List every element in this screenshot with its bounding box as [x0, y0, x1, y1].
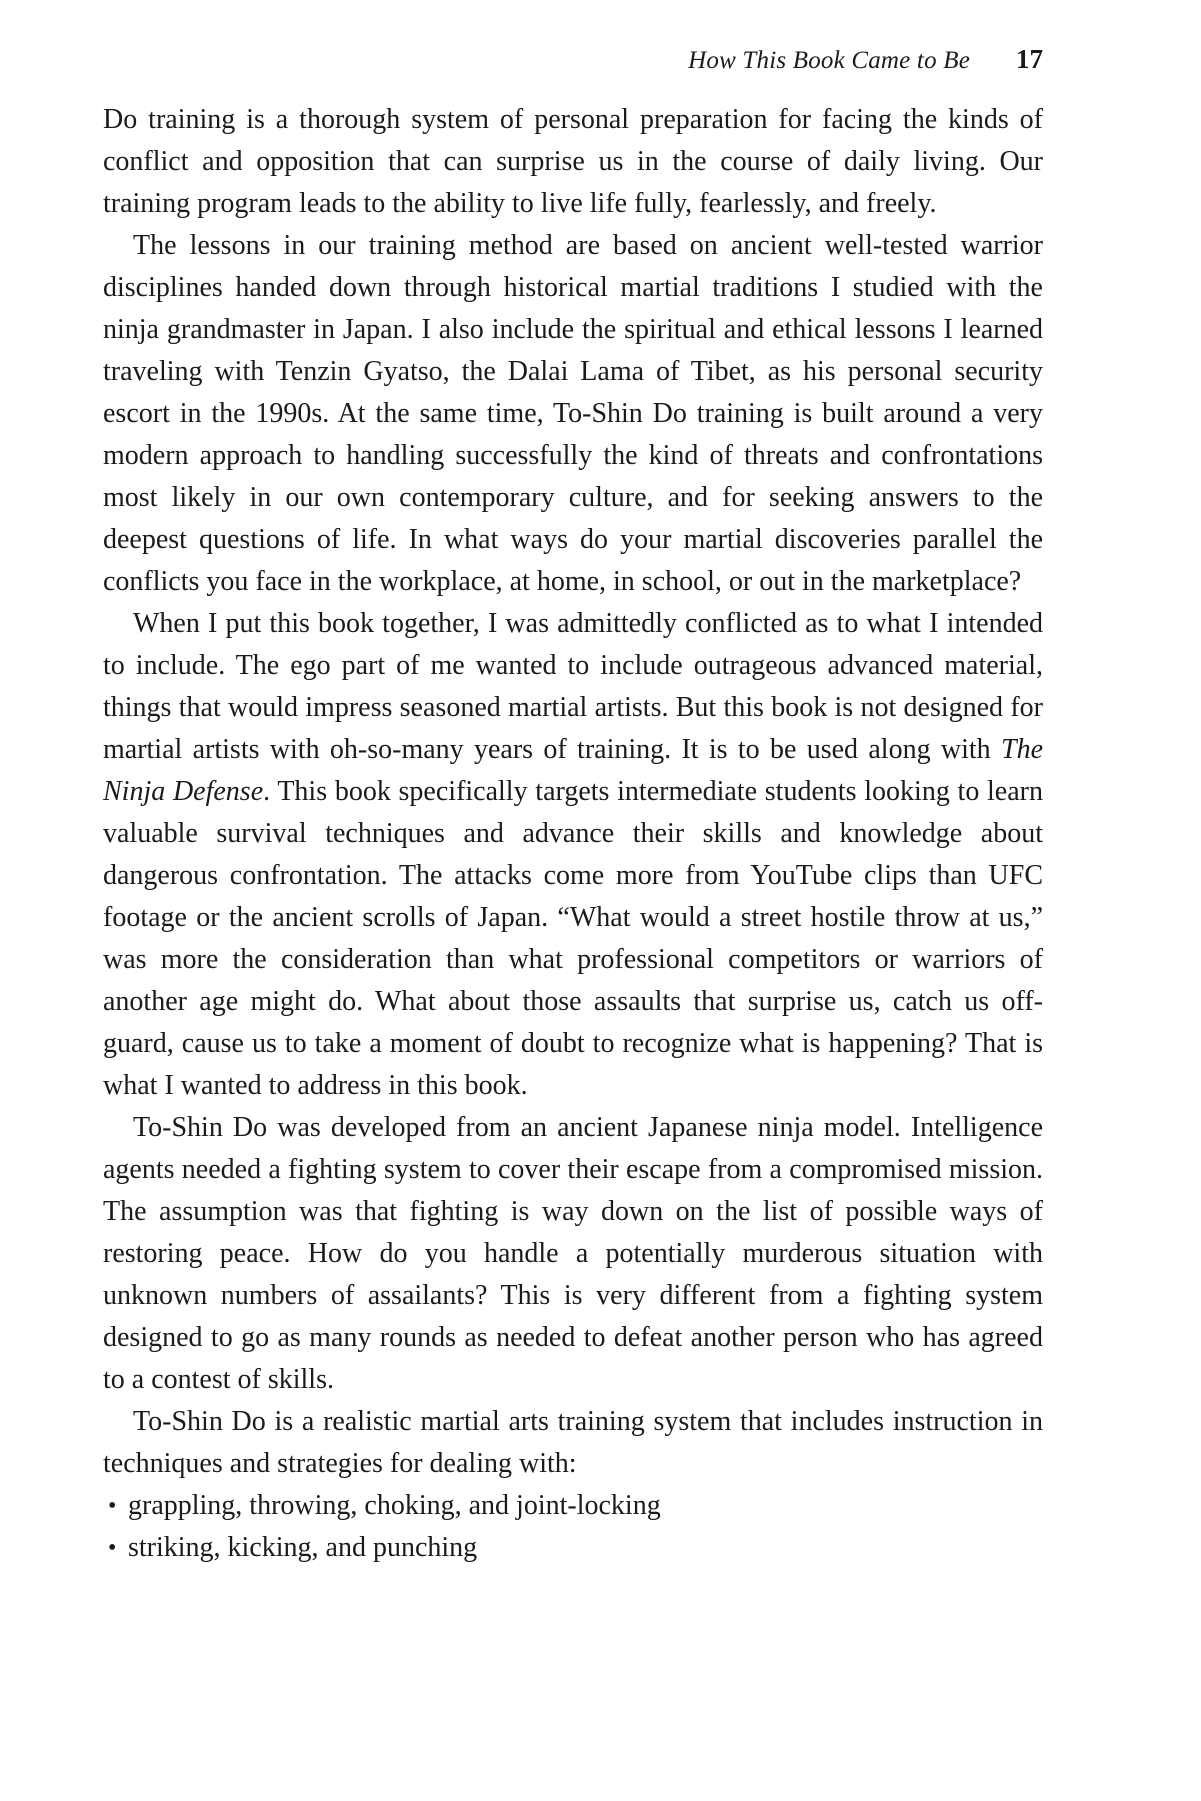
- paragraph-4: To-Shin Do was developed from an ancient Japanese ninja model. Intelligence agents needed a fighting system to cover their escape from a compromised mission. The assumption was that fighting is way down on the list of possible ways of restoring peace. How do you handle a potentially murderous situation with unknown numbers of assailants? This is very different from a fighting system designed to go as many rounds as needed to defeat another person who has agreed to a contest of skills.: [103, 1112, 1043, 1395]
- paragraph-3-after-italic: . This book specifically targets intermediate students looking to learn valuable survival techniques and advance their skills and knowledge about dangerous confrontation. The attacks come more from YouTube clips than UFC footage or the ancient scrolls of Japan. “What would a street hostile throw at us,” was more the consideration than what professional competitors or warriors of another age might do. What about those assaults that surprise us, catch us off-guard, cause us to take a moment of doubt to recognize what is happening? That is what I wanted to address in this book.: [103, 776, 1043, 1101]
- bullet-item-text: grappling, throwing, choking, and joint-locking: [128, 1490, 661, 1521]
- paragraph-2: The lessons in our training method are based on ancient well-tested warrior disciplines handed down through historical martial traditions I studied with the ninja grandmaster in Japan. I also include the spiritual and ethical lessons I learned traveling with Tenzin Gyatso, the Dalai Lama of Tibet, as his personal security escort in the 1990s. At the same time, To-Shin Do training is built around a very modern approach to handling successfully the kind of threats and confrontations most likely in our own contemporary culture, and for seeking answers to the deepest questions of life. In what ways do your martial discoveries parallel the conflicts you face in the workplace, at home, in school, or out in the marketplace?: [103, 230, 1043, 597]
- bullet-icon: •: [108, 1493, 117, 1519]
- paragraph-3-before-italic: When I put this book together, I was admittedly conflicted as to what I intended to include. The ego part of me wanted to include outrageous advanced material, things that would impress seasoned martial artists. But this book is not designed for martial artists with oh-so-many years of training. It is to be used along with: [103, 608, 1043, 765]
- list-item: [103, 1485, 1043, 1527]
- list-item: [103, 1527, 1043, 1569]
- running-head-title: How This Book Came to Be: [688, 47, 970, 74]
- bullet-list: [103, 1485, 1043, 1569]
- paragraph-5: To-Shin Do is a realistic martial arts training system that includes instruction in techniques and strategies for dealing with:: [103, 1406, 1043, 1479]
- running-header: [103, 44, 1043, 76]
- bullet-item-text: striking, kicking, and punching: [128, 1532, 478, 1563]
- page-number: 17: [1016, 44, 1043, 74]
- paragraph-3: [103, 603, 1043, 1107]
- bullet-icon: •: [108, 1535, 117, 1561]
- book-title-italic: The Ninja Defense: [103, 734, 1043, 807]
- body-text-block: [103, 99, 1043, 1569]
- paragraph-1: Do training is a thorough system of personal preparation for facing the kinds of conflict and opposition that can surprise us in the course of daily living. Our training program leads to the ability to live life fully, fearlessly, and freely.: [103, 104, 1043, 219]
